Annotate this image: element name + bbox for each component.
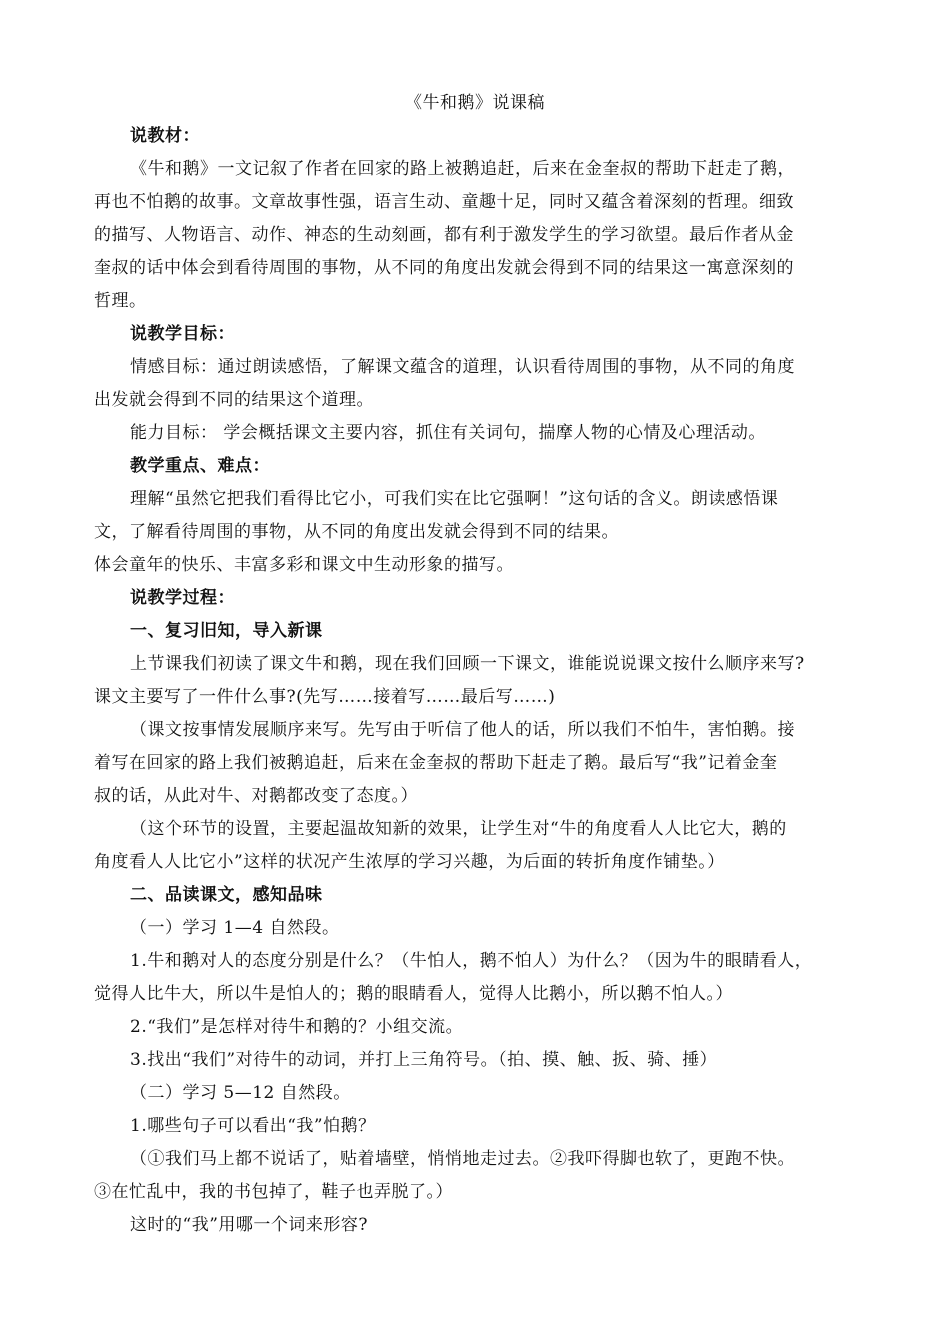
- paragraph-line: 再也不怕鹅的故事。文章故事性强，语言生动、童趣十足，同时又蕴含着深刻的哲理。细致: [94, 192, 794, 212]
- paragraph-line: 上节课我们初读了课文牛和鹅，现在我们回顾一下课文，谁能说说课文按什么顺序来写?: [130, 654, 805, 674]
- paragraph-line: 角度看人人比它小”这样的状况产生浓厚的学习兴趣，为后面的转折角度作铺垫。）: [94, 852, 725, 872]
- paragraph-line: 着写在回家的路上我们被鹅追赶，后来在金奎叔的帮助下赶走了鹅。最后写“我”记着金奎: [94, 753, 778, 773]
- paragraph-line: 2.“我们”是怎样对待牛和鹅的？小组交流。: [130, 1017, 464, 1037]
- paragraph-line: 课文主要写了一件什么事?(先写……接着写……最后写……): [94, 687, 556, 707]
- paragraph-line: 的描写、人物语言、动作、神态的生动刻画，都有利于激发学生的学习欲望。最后作者从金: [94, 225, 794, 245]
- paragraph-line: 奎叔的话中体会到看待周围的事物，从不同的角度出发就会得到不同的结果这一寓意深刻的: [94, 258, 794, 278]
- heading-key-points: 教学重点、难点：: [130, 456, 270, 476]
- paragraph-line: 文，了解看待周围的事物，从不同的角度出发就会得到不同的结果。: [94, 522, 619, 542]
- paragraph-line: 这时的“我”用哪一个词来形容?: [130, 1215, 368, 1235]
- paragraph-line: 出发就会得到不同的结果这个道理。: [94, 390, 374, 410]
- heading-teaching-process: 说教学过程：: [130, 588, 235, 608]
- paragraph-line: 觉得人比牛大，所以牛是怕人的；鹅的眼睛看人，觉得人比鹅小，所以鹅不怕人。）: [94, 984, 733, 1004]
- heading-teaching-goals: 说教学目标：: [130, 324, 235, 344]
- paragraph-line: 叔的话，从此对牛、对鹅都改变了态度。）: [94, 786, 418, 806]
- paragraph-line: 能力目标： 学会概括课文主要内容，抓住有关词句，揣摩人物的心情及心理活动。: [130, 423, 766, 443]
- paragraph-line: （这个环节的设置，主要起温故知新的效果，让学生对“牛的角度看人人比它大，鹅的: [130, 819, 787, 839]
- section-heading-2: 二、品读课文，感知品味: [130, 885, 323, 905]
- paragraph-line: 体会童年的快乐、丰富多彩和课文中生动形象的描写。: [94, 555, 514, 575]
- paragraph-line: （①我们马上都不说话了，贴着墙壁，悄悄地走过去。②我吓得脚也软了，更跑不快。: [130, 1149, 795, 1169]
- paragraph-line: 哲理。: [94, 291, 147, 311]
- paragraph-line: 情感目标：通过朗读感悟，了解课文蕴含的道理，认识看待周围的事物，从不同的角度: [130, 357, 795, 377]
- paragraph-line: 1.牛和鹅对人的态度分别是什么？（牛怕人，鹅不怕人）为什么？（因为牛的眼睛看人，: [130, 951, 813, 971]
- document-title: 《牛和鹅》说课稿: [405, 93, 545, 113]
- heading-teaching-material: 说教材：: [130, 126, 200, 146]
- paragraph-line: 理解“虽然它把我们看得比它小，可我们实在比它强啊！”这句话的含义。朗读感悟课: [130, 489, 779, 509]
- paragraph-line: 1.哪些句子可以看出“我”怕鹅？: [130, 1116, 376, 1136]
- paragraph-line: ③在忙乱中，我的书包掉了，鞋子也弄脱了。）: [94, 1182, 453, 1202]
- paragraph-line: 《牛和鹅》一文记叙了作者在回家的路上被鹅追赶，后来在金奎叔的帮助下赶走了鹅，: [130, 159, 795, 179]
- paragraph-line: （课文按事情发展顺序来写。先写由于听信了他人的话，所以我们不怕牛，害怕鹅。接: [130, 720, 795, 740]
- paragraph-line: （二）学习 5—12 自然段。: [130, 1083, 351, 1103]
- section-heading-1: 一、复习旧知，导入新课: [130, 621, 323, 641]
- paragraph-line: 3.找出“我们”对待牛的动词，并打上三角符号。（拍、摸、触、扳、骑、捶）: [130, 1050, 718, 1070]
- paragraph-line: （一）学习 1—4 自然段。: [130, 918, 340, 938]
